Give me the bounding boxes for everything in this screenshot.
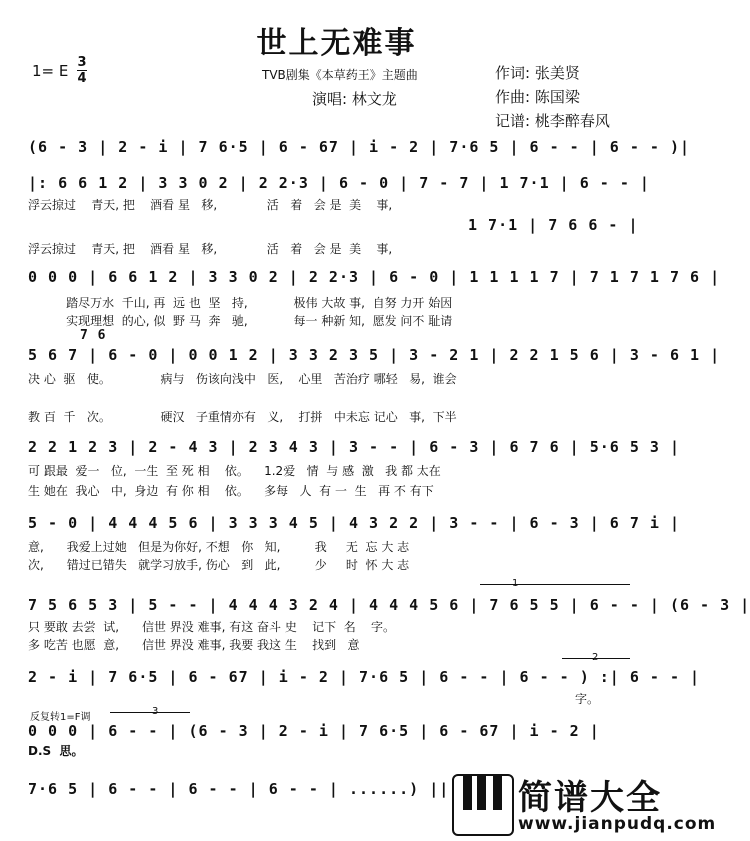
score-line-10: 7·6 5 | 6 - - | 6 - - | 6 - - | ......) ||: [28, 780, 450, 798]
lyrics-line-2b: 浮云掠过 青天, 把 酒看 星 移, 活 着 会 是 美 事,: [28, 242, 393, 256]
lyrics-line-7a: 只 要敢 去尝 试, 信世 界没 难事, 有这 奋斗 史 记下 名 字。: [28, 620, 395, 634]
score-line-9: 0 0 0 | 6 - - | (6 - 3 | 2 - i | 7 6·5 | 6 - 67 | i - 2 |: [28, 722, 600, 740]
score-line-5: 2 2 1 2 3 | 2 - 4 3 | 2 3 4 3 | 3 - - | 6 - 3 | 6 7 6 | 5·6 5 3 |: [28, 438, 680, 456]
score-line-7: 7 5 6 5 3 | 5 - - | 4 4 4 3 2 4 | 4 4 4 5 6 | 7 6 5 5 | 6 - - | (6 - 3 |: [28, 596, 750, 614]
lyrics-line-3b: 实现理想 的心, 似 野 马 奔 驰, 每一 种新 知, 愿发 问不 耻请: [28, 314, 453, 328]
logo-url: www.jianpudq.com: [518, 814, 717, 834]
score-line-1: (6 - 3 | 2 - i | 7 6·5 | 6 - 67 | i - 2 | 7·6 5 | 6 - - | 6 - - )|: [28, 138, 691, 156]
logo-title: 简谱大全: [518, 778, 662, 818]
time-signature-top: 3: [77, 55, 87, 70]
site-logo: [452, 770, 717, 836]
lyrics-line-5b: 生 她在 我心 中, 身边 有 你 相 依。 多每 人 有 一 生 再 不 有下: [28, 484, 434, 498]
score-variant: 1 7·1 | 7 6 6 - |: [468, 216, 639, 234]
composer-credit: 作曲: 陈国梁: [495, 88, 580, 106]
lyrics-line-4b: 教 百 千 次。 硬汉 子重情亦有 义, 打拼 中未忘 记心 事, 下半: [28, 410, 457, 424]
lyricist-credit: 作词: 张美贤: [495, 64, 580, 82]
key-signature: 1= E: [32, 62, 69, 80]
singer-credit: 演唱: 林文龙: [312, 90, 397, 108]
song-title: 世上无难事: [256, 26, 417, 61]
time-signature-bottom: 4: [77, 71, 87, 86]
volta-2-bracket: [562, 658, 630, 659]
subtitle: TVB剧集《本草药王》主题曲: [262, 68, 418, 82]
score-line-4: 5 6 7 | 6 - 0 | 0 0 1 2 | 3 3 2 3 5 | 3 - 2 1 | 2 2 1 5 6 | 3 - 6 1 |: [28, 346, 721, 364]
score-line-3: 0 0 0 | 6 6 1 2 | 3 3 0 2 | 2 2·3 | 6 - 0 | 1 1 1 1 7 | 7 1 7 1 7 6 |: [28, 268, 721, 286]
volta-3: 3: [152, 706, 159, 717]
score-line-8: 2 - i | 7 6·5 | 6 - 67 | i - 2 | 7·6 5 | 6 - - | 6 - - ) :| 6 - - |: [28, 668, 701, 686]
lyrics-line-8: 字。: [575, 692, 600, 706]
volta-3-bracket: [110, 712, 190, 713]
volta-2: 2: [592, 652, 599, 663]
volta-1: 1: [512, 578, 519, 589]
score-line-6: 5 - 0 | 4 4 4 5 6 | 3 3 3 4 5 | 4 3 2 2 | 3 - - | 6 - 3 | 6 7 i |: [28, 514, 680, 532]
lyrics-line-6b: 次, 错过已错失 就学习放手, 伤心 到 此, 少 时 怀 大 志: [28, 558, 410, 572]
lyrics-line-9: D.S 思。: [28, 744, 84, 758]
transcriber-credit: 记谱: 桃李醉春风: [495, 112, 610, 130]
time-signature: [77, 56, 87, 85]
piano-keys-icon: [452, 774, 514, 836]
lyrics-line-7b: 多 吃苦 也愿 意, 信世 界没 难事, 我要 我这 生 找到 意: [28, 638, 360, 652]
repeat-key-note: 反复转1=F调: [30, 712, 91, 723]
lyrics-line-3a: 踏尽万水 千山, 再 远 也 坚 持, 极伟 大故 事, 自努 力开 始因: [28, 296, 453, 310]
score-line-2: |: 6 6 1 2 | 3 3 0 2 | 2 2·3 | 6 - 0 | 7 - 7 | 1 7·1 | 6 - - |: [28, 174, 650, 192]
lyrics-line-4a: 决 心 驱 使。 病与 伤该向浅中 医, 心里 苦治疗 哪轻 易, 谁会: [28, 372, 457, 386]
volta-1-bracket: [480, 584, 630, 585]
lyrics-line-5a: 可 跟最 爱一 位, 一生 至 死 相 依。 1.2爱 情 与 感 激 我 都 太在: [28, 464, 441, 478]
lyrics-line-2a: 浮云掠过 青天, 把 酒看 星 移, 活 着 会 是 美 事,: [28, 198, 393, 212]
score-variant-top: 7 6: [80, 328, 107, 343]
lyrics-line-6a: 意, 我爱上过她 但是为你好, 不想 你 知, 我 无 忘 大 志: [28, 540, 410, 554]
